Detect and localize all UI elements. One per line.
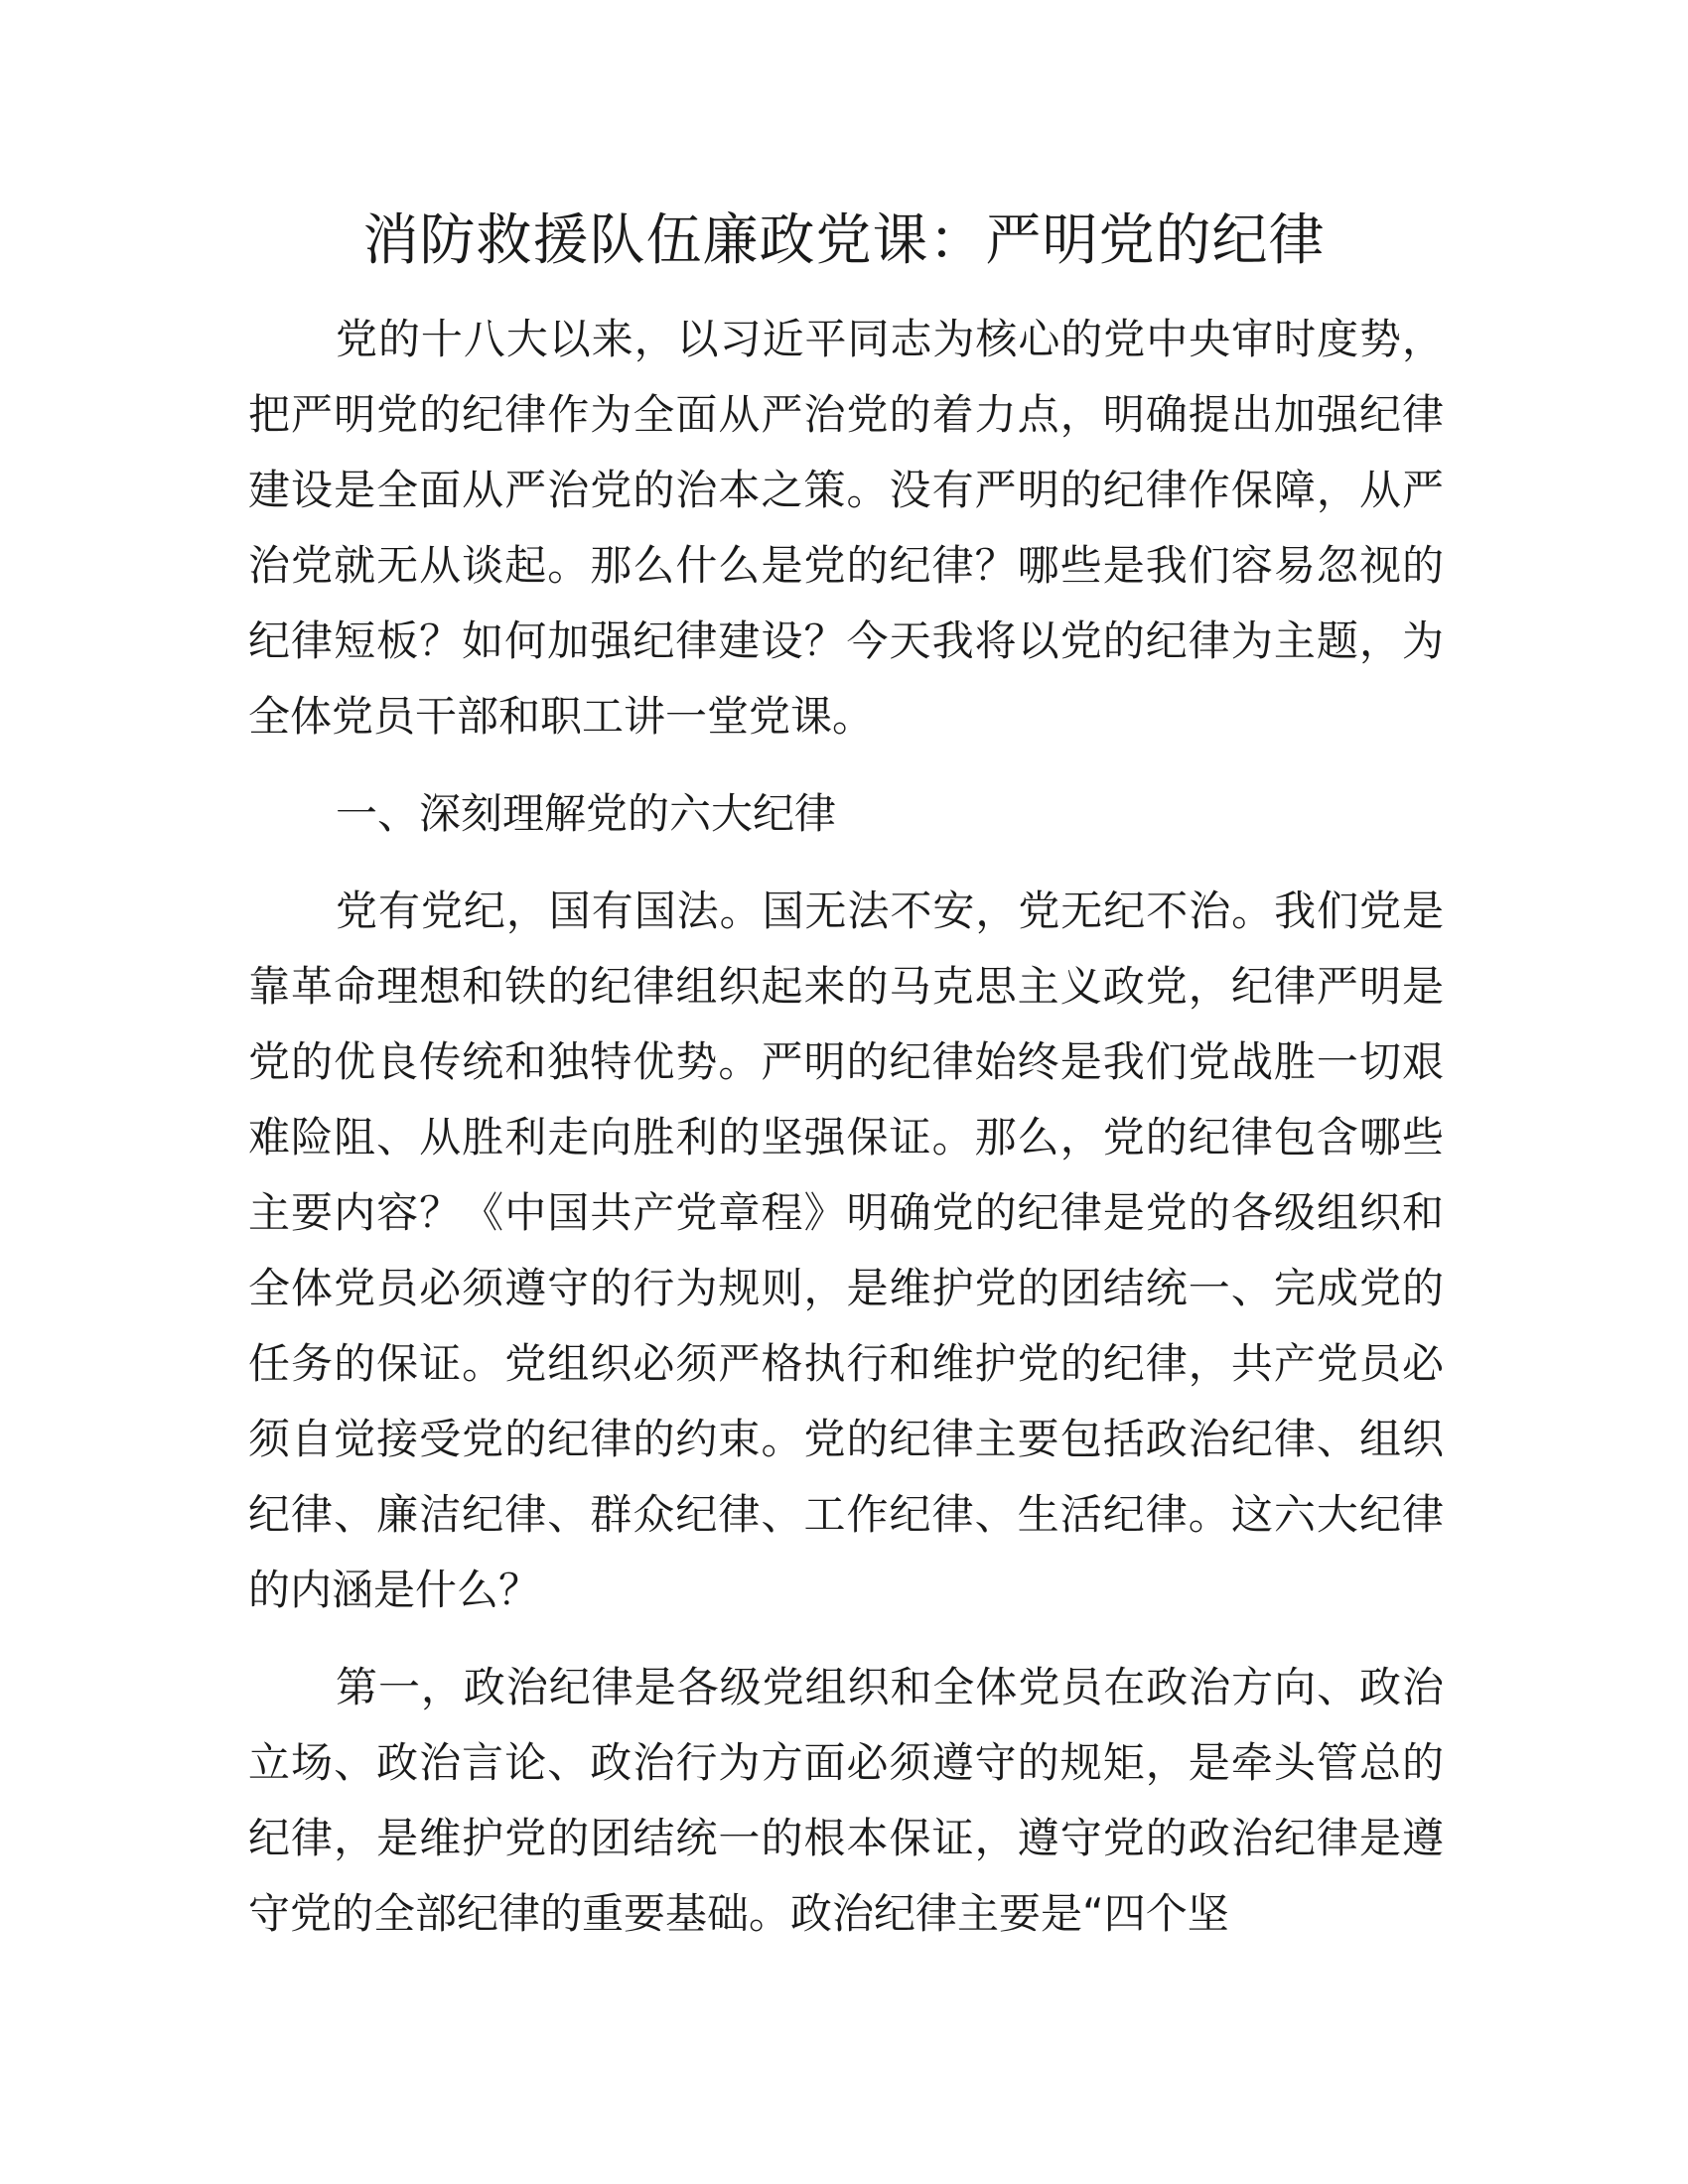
- section-heading: 一、深刻理解党的六大纪律: [336, 789, 837, 838]
- intro-paragraph: 党的十八大以来，以习近平同志为核心的党中央审时度势，把严明党的纪律作为全面从严治党的着力点，明确提出加强纪律建设是全面从严治党的治本之策。没有严明的纪律作保障，从严治党就无从谈起。那么什么是党的纪律？哪些是我们容易忽视的纪律短板？如何加强纪律建设？今天我将以党的纪律为主题，为全体党员干部和职工讲一堂党课。: [248, 315, 1444, 741]
- section-paragraph: 党有党纪，国有国法。国无法不安，党无纪不治。我们党是靠革命理想和铁的纪律组织起来的马克思主义政党，纪律严明是党的优良传统和独特优势。严明的纪律始终是我们党战胜一切艰难险阻、从胜利走向胜利的坚强保证。那么，党的纪律包含哪些主要内容？《中国共产党章程》明确党的纪律是党的各级组织和全体党员必须遵守的行为规则，是维护党的团结统一、完成党的任务的保证。党组织必须严格执行和维护党的纪律，共产党员必须自觉接受党的纪律的约束。党的纪律主要包括政治纪律、组织纪律、廉洁纪律、群众纪律、工作纪律、生活纪律。这六大纪律的内涵是什么？: [248, 887, 1444, 1614]
- document-title: 消防救援队伍廉政党课：严明党的纪律: [362, 208, 1326, 273]
- document-body: [248, 302, 1444, 1974]
- political-discipline-paragraph: 第一，政治纪律是各级党组织和全体党员在政治方向、政治立场、政治言论、政治行为方面必须遵守的规矩，是牵头管总的纪律，是维护党的团结统一的根本保证，遵守党的政治纪律是遵守党的全部纪律的重要基础。政治纪律主要是“四个坚: [248, 1663, 1444, 1938]
